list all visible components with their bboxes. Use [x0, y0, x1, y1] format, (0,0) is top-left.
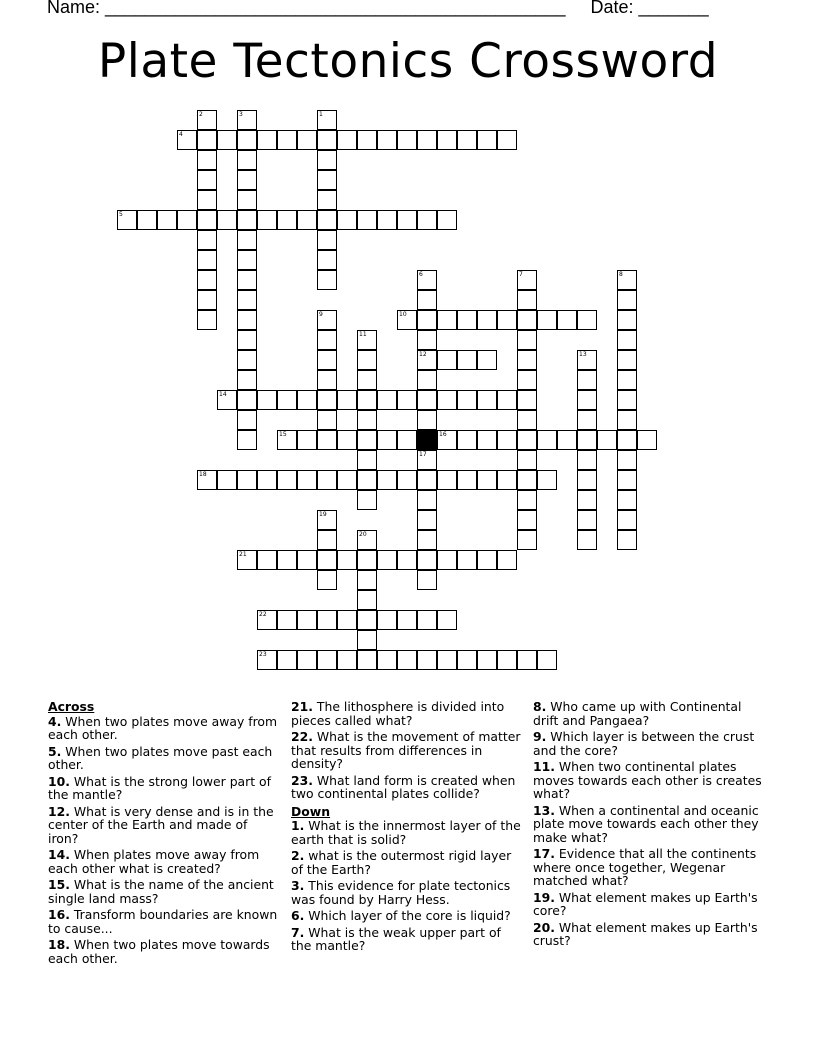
clue-across-10: 10. What is the strong lower part of the mantle?	[48, 773, 271, 802]
grid-cell[interactable]	[237, 190, 257, 210]
grid-cell[interactable]	[417, 570, 437, 590]
grid-cell[interactable]	[417, 390, 437, 410]
clue-across-4: 4. When two plates move away from each other.	[48, 713, 278, 742]
grid-cell[interactable]	[637, 430, 657, 450]
clue-down-11: 11. When two continental plates moves towards each other is creates what?	[533, 759, 762, 801]
grid-cell[interactable]	[257, 130, 277, 150]
grid-cell[interactable]	[257, 210, 277, 230]
clue-number: 20	[359, 531, 367, 538]
grid-cell[interactable]	[617, 470, 637, 490]
grid-cell[interactable]	[617, 350, 637, 370]
grid-cell[interactable]	[357, 590, 377, 610]
down-heading: Down	[291, 803, 331, 819]
grid-cell[interactable]	[357, 550, 377, 570]
grid-cell[interactable]	[617, 510, 637, 530]
grid-cell[interactable]	[377, 470, 397, 490]
clue-across-22: 22. What is the movement of matter that results from differences in density?	[291, 729, 521, 771]
grid-cell[interactable]	[197, 190, 217, 210]
grid-cell[interactable]	[457, 430, 477, 450]
grid-cell[interactable]	[417, 530, 437, 550]
grid-cell[interactable]	[257, 470, 277, 490]
grid-cell[interactable]	[437, 130, 457, 150]
grid-cell[interactable]	[297, 430, 317, 450]
grid-cell[interactable]	[197, 110, 217, 130]
grid-cell[interactable]	[577, 310, 597, 330]
clue-down-19: 19. What element makes up Earth's core?	[533, 889, 758, 918]
grid-cell[interactable]	[357, 450, 377, 470]
grid-cell[interactable]	[597, 430, 617, 450]
grid-cell[interactable]	[197, 150, 217, 170]
grid-cell[interactable]	[497, 470, 517, 490]
across-heading: Across	[48, 699, 95, 714]
grid-cell[interactable]	[317, 330, 337, 350]
grid-cell[interactable]	[297, 390, 317, 410]
grid-cell[interactable]	[317, 190, 337, 210]
grid-cell[interactable]	[377, 210, 397, 230]
grid-cell[interactable]	[377, 610, 397, 630]
grid-cell[interactable]	[397, 550, 417, 570]
grid-cell[interactable]	[517, 290, 537, 310]
clue-number: 3	[239, 111, 243, 118]
grid-cell[interactable]	[417, 410, 437, 430]
clue-number: 11	[359, 331, 367, 338]
grid-cell[interactable]	[517, 330, 537, 350]
grid-cell[interactable]	[617, 310, 637, 330]
clue-down-8: 8. Who came up with Continental drift and Pangaea?	[533, 699, 742, 728]
clue-number: 23	[259, 651, 267, 658]
grid-cell[interactable]	[317, 610, 337, 630]
grid-cell[interactable]	[177, 130, 197, 150]
grid-cell[interactable]	[317, 530, 337, 550]
grid-cell[interactable]	[457, 390, 477, 410]
grid-cell[interactable]	[277, 550, 297, 570]
grid-cell[interactable]	[177, 210, 197, 230]
grid-cell[interactable]	[477, 550, 497, 570]
grid-cell[interactable]	[617, 270, 637, 290]
grid-cell[interactable]	[137, 210, 157, 230]
grid-cell[interactable]	[577, 430, 597, 450]
clue-down-9: 9. Which layer is between the crust and the core?	[533, 729, 755, 758]
grid-cell[interactable]	[337, 650, 357, 670]
grid-cell[interactable]	[517, 350, 537, 370]
grid-cell[interactable]	[417, 310, 437, 330]
clue-number: 13	[579, 351, 587, 358]
clue-number: 9	[319, 311, 323, 318]
grid-cell[interactable]	[317, 390, 337, 410]
grid-cell[interactable]	[457, 130, 477, 150]
grid-cell[interactable]	[617, 490, 637, 510]
black-square	[417, 430, 437, 450]
grid-cell[interactable]	[377, 390, 397, 410]
grid-cell[interactable]	[457, 650, 477, 670]
clue-across-5: 5. When two plates move past each other.	[48, 743, 273, 772]
grid-cell[interactable]	[277, 390, 297, 410]
grid-cell[interactable]	[357, 430, 377, 450]
grid-cell[interactable]	[217, 390, 237, 410]
grid-cell[interactable]	[477, 130, 497, 150]
clue-number: 15	[279, 431, 287, 438]
clue-down-3: 3. This evidence for plate tectonics was found by Harry Hess.	[291, 878, 511, 907]
grid-cell[interactable]	[517, 370, 537, 390]
grid-cell[interactable]	[317, 270, 337, 290]
grid-cell[interactable]	[297, 650, 317, 670]
page-title: Plate Tectonics Crossword	[97, 34, 719, 89]
grid-cell[interactable]	[117, 210, 137, 230]
grid-cell[interactable]	[417, 370, 437, 390]
grid-cell[interactable]	[417, 650, 437, 670]
grid-cell[interactable]	[477, 470, 497, 490]
grid-cell[interactable]	[537, 650, 557, 670]
grid-cell[interactable]	[397, 390, 417, 410]
grid-cell[interactable]	[317, 130, 337, 150]
grid-cell[interactable]	[317, 110, 337, 130]
grid-cell[interactable]	[537, 430, 557, 450]
grid-cell[interactable]	[237, 550, 257, 570]
grid-cell[interactable]	[317, 430, 337, 450]
grid-cell[interactable]	[577, 370, 597, 390]
grid-cell[interactable]	[277, 130, 297, 150]
grid-cell[interactable]	[417, 550, 437, 570]
grid-cell[interactable]	[377, 550, 397, 570]
grid-cell[interactable]	[357, 330, 377, 350]
clues-column-3	[533, 700, 763, 951]
grid-cell[interactable]	[297, 610, 317, 630]
grid-cell[interactable]	[417, 290, 437, 310]
grid-cell[interactable]	[537, 310, 557, 330]
clue-number: 22	[259, 611, 267, 618]
grid-cell[interactable]	[417, 510, 437, 530]
clue-across-21: 21. The lithosphere is divided into pieces called what?	[291, 699, 505, 728]
clue-number: 2	[199, 111, 203, 118]
grid-cell[interactable]	[237, 370, 257, 390]
grid-cell[interactable]	[517, 410, 537, 430]
grid-cell[interactable]	[337, 210, 357, 230]
grid-cell[interactable]	[417, 330, 437, 350]
grid-cell[interactable]	[317, 370, 337, 390]
grid-cell[interactable]	[357, 210, 377, 230]
grid-cell[interactable]	[277, 210, 297, 230]
grid-cell[interactable]	[517, 310, 537, 330]
grid-cell[interactable]	[577, 510, 597, 530]
grid-cell[interactable]	[357, 410, 377, 430]
grid-cell[interactable]	[417, 210, 437, 230]
clue-across-23: 23. What land form is created when two continental plates collide?	[291, 772, 516, 801]
clue-across-15: 15. What is the name of the ancient single land mass?	[48, 877, 274, 906]
grid-cell[interactable]	[417, 470, 437, 490]
grid-cell[interactable]	[417, 490, 437, 510]
grid-cell[interactable]	[237, 390, 257, 410]
clue-down-2: 2. what is the outermost rigid layer of the Earth?	[291, 848, 512, 877]
grid-cell[interactable]	[197, 230, 217, 250]
clue-number: 21	[239, 551, 247, 558]
grid-cell[interactable]	[617, 390, 637, 410]
grid-cell[interactable]	[517, 490, 537, 510]
grid-cell[interactable]	[457, 470, 477, 490]
grid-cell[interactable]	[377, 650, 397, 670]
grid-cell[interactable]	[197, 270, 217, 290]
grid-cell[interactable]	[457, 350, 477, 370]
grid-cell[interactable]	[197, 170, 217, 190]
grid-cell[interactable]	[357, 350, 377, 370]
grid-cell[interactable]	[477, 350, 497, 370]
grid-cell[interactable]	[357, 530, 377, 550]
grid-cell[interactable]	[477, 650, 497, 670]
clue-down-20: 20. What element makes up Earth's crust?	[533, 919, 758, 948]
grid-cell[interactable]	[197, 130, 217, 150]
grid-cell[interactable]	[517, 650, 537, 670]
grid-cell[interactable]	[497, 310, 517, 330]
grid-cell[interactable]	[517, 510, 537, 530]
grid-cell[interactable]	[377, 430, 397, 450]
grid-cell[interactable]	[237, 410, 257, 430]
grid-cell[interactable]	[337, 390, 357, 410]
grid-cell[interactable]	[337, 430, 357, 450]
grid-cell[interactable]	[437, 610, 457, 630]
grid-cell[interactable]	[237, 170, 257, 190]
grid-cell[interactable]	[497, 430, 517, 450]
grid-cell[interactable]	[317, 310, 337, 330]
grid-cell[interactable]	[397, 650, 417, 670]
grid-cell[interactable]	[417, 350, 437, 370]
grid-cell[interactable]	[257, 390, 277, 410]
clue-across-12: 12. What is very dense and is in the center of the Earth and made of iron?	[48, 803, 274, 846]
date-field-label[interactable]: Date: _______	[590, 0, 709, 17]
grid-cell[interactable]	[197, 250, 217, 270]
clue-number: 6	[419, 271, 423, 278]
grid-cell[interactable]	[317, 210, 337, 230]
grid-cell[interactable]	[197, 470, 217, 490]
grid-cell[interactable]	[577, 490, 597, 510]
grid-cell[interactable]	[217, 210, 237, 230]
grid-cell[interactable]	[577, 530, 597, 550]
grid-cell[interactable]	[397, 470, 417, 490]
clue-number: 4	[179, 131, 183, 138]
grid-cell[interactable]	[337, 610, 357, 630]
grid-cell[interactable]	[237, 430, 257, 450]
grid-cell[interactable]	[577, 470, 597, 490]
clue-down-13: 13. When a continental and oceanic plate move towards each other they make what?	[533, 802, 759, 845]
grid-cell[interactable]	[277, 650, 297, 670]
grid-cell[interactable]	[257, 610, 277, 630]
clue-across-16: 16. Transform boundaries are known to cause...	[48, 907, 278, 936]
grid-cell[interactable]	[397, 310, 417, 330]
grid-cell[interactable]	[497, 550, 517, 570]
clue-number: 16	[439, 431, 447, 438]
grid-cell[interactable]	[457, 550, 477, 570]
grid-cell[interactable]	[337, 470, 357, 490]
grid-cell[interactable]	[297, 210, 317, 230]
grid-cell[interactable]	[417, 450, 437, 470]
grid-cell[interactable]	[437, 350, 457, 370]
grid-cell[interactable]	[457, 310, 477, 330]
grid-cell[interactable]	[497, 650, 517, 670]
grid-cell[interactable]	[237, 130, 257, 150]
grid-cell[interactable]	[397, 130, 417, 150]
clue-across-18: 18. When two plates move towards each other.	[48, 937, 270, 966]
grid-cell[interactable]	[437, 390, 457, 410]
grid-cell[interactable]	[617, 290, 637, 310]
grid-cell[interactable]	[437, 310, 457, 330]
grid-cell[interactable]	[217, 130, 237, 150]
clues-column-1	[48, 700, 278, 968]
grid-cell[interactable]	[517, 450, 537, 470]
grid-cell[interactable]	[237, 110, 257, 130]
grid-cell[interactable]	[517, 470, 537, 490]
grid-cell[interactable]	[237, 470, 257, 490]
clue-number: 10	[399, 311, 407, 318]
grid-cell[interactable]	[197, 310, 217, 330]
clue-number: 18	[199, 471, 207, 478]
grid-cell[interactable]	[617, 450, 637, 470]
grid-cell[interactable]	[237, 150, 257, 170]
clue-across-14: 14. When plates move away from each other what is created?	[48, 847, 260, 876]
grid-cell[interactable]	[237, 210, 257, 230]
grid-cell[interactable]	[317, 150, 337, 170]
grid-cell[interactable]	[157, 210, 177, 230]
grid-cell[interactable]	[317, 410, 337, 430]
grid-cell[interactable]	[277, 470, 297, 490]
grid-cell[interactable]	[397, 610, 417, 630]
grid-cell[interactable]	[297, 470, 317, 490]
grid-cell[interactable]	[577, 450, 597, 470]
clue-number: 1	[319, 111, 323, 118]
clue-down-6: 6. Which layer of the core is liquid?	[291, 908, 511, 923]
grid-cell[interactable]	[437, 470, 457, 490]
grid-cell[interactable]	[197, 290, 217, 310]
grid-cell[interactable]	[477, 390, 497, 410]
grid-cell[interactable]	[297, 130, 317, 150]
grid-cell[interactable]	[357, 630, 377, 650]
grid-cell[interactable]	[317, 650, 337, 670]
grid-cell[interactable]	[417, 270, 437, 290]
grid-cell[interactable]	[317, 470, 337, 490]
clue-number: 8	[619, 271, 623, 278]
grid-cell[interactable]	[297, 550, 317, 570]
grid-cell[interactable]	[237, 350, 257, 370]
grid-cell[interactable]	[617, 430, 637, 450]
grid-cell[interactable]	[517, 530, 537, 550]
clue-number: 5	[119, 211, 123, 218]
grid-cell[interactable]	[277, 430, 297, 450]
grid-cell[interactable]	[437, 430, 457, 450]
grid-cell[interactable]	[357, 650, 377, 670]
grid-cell[interactable]	[517, 270, 537, 290]
name-field-label[interactable]: Name: ______________________________________________	[47, 0, 566, 17]
grid-cell[interactable]	[237, 250, 257, 270]
grid-cell[interactable]	[357, 470, 377, 490]
grid-cell[interactable]	[477, 310, 497, 330]
clue-down-7: 7. What is the weak upper part of the mantle?	[291, 924, 501, 953]
grid-cell[interactable]	[517, 430, 537, 450]
grid-cell[interactable]	[397, 430, 417, 450]
grid-cell[interactable]	[437, 210, 457, 230]
grid-cell[interactable]	[477, 430, 497, 450]
grid-cell[interactable]	[617, 530, 637, 550]
grid-cell[interactable]	[377, 130, 397, 150]
grid-cell[interactable]	[437, 550, 457, 570]
grid-cell[interactable]	[317, 170, 337, 190]
grid-cell[interactable]	[317, 230, 337, 250]
grid-cell[interactable]	[317, 350, 337, 370]
grid-cell[interactable]	[617, 410, 637, 430]
grid-cell[interactable]	[217, 470, 237, 490]
grid-cell[interactable]	[437, 650, 457, 670]
grid-cell[interactable]	[337, 130, 357, 150]
grid-cell[interactable]	[577, 390, 597, 410]
grid-cell[interactable]	[577, 350, 597, 370]
grid-cell[interactable]	[237, 330, 257, 350]
grid-cell[interactable]	[577, 410, 597, 430]
grid-cell[interactable]	[497, 390, 517, 410]
grid-cell[interactable]	[557, 310, 577, 330]
grid-cell[interactable]	[357, 490, 377, 510]
grid-cell[interactable]	[417, 130, 437, 150]
grid-cell[interactable]	[237, 230, 257, 250]
grid-cell[interactable]	[357, 610, 377, 630]
clue-number: 19	[319, 511, 327, 518]
clue-number: 7	[519, 271, 523, 278]
clue-down-1: 1. What is the innermost layer of the earth that is solid?	[291, 818, 521, 847]
clue-number: 14	[219, 391, 227, 398]
grid-cell[interactable]	[237, 290, 257, 310]
grid-cell[interactable]	[357, 390, 377, 410]
grid-cell[interactable]	[317, 510, 337, 530]
grid-cell[interactable]	[237, 310, 257, 330]
grid-cell[interactable]	[617, 370, 637, 390]
grid-cell[interactable]	[277, 610, 297, 630]
grid-cell[interactable]	[197, 210, 217, 230]
grid-cell[interactable]	[357, 130, 377, 150]
grid-cell[interactable]	[357, 570, 377, 590]
grid-cell[interactable]	[417, 610, 437, 630]
clue-number: 17	[419, 451, 427, 458]
grid-cell[interactable]	[617, 330, 637, 350]
grid-cell[interactable]	[317, 250, 337, 270]
grid-cell[interactable]	[397, 210, 417, 230]
grid-cell[interactable]	[337, 550, 357, 570]
grid-cell[interactable]	[557, 430, 577, 450]
grid-cell[interactable]	[537, 470, 557, 490]
clue-number: 12	[419, 351, 427, 358]
grid-cell[interactable]	[317, 550, 337, 570]
grid-cell[interactable]	[317, 570, 337, 590]
grid-cell[interactable]	[257, 550, 277, 570]
grid-cell[interactable]	[497, 130, 517, 150]
grid-cell[interactable]	[517, 390, 537, 410]
clue-down-17: 17. Evidence that all the continents where once together, Wegenar matched what?	[533, 846, 757, 888]
grid-cell[interactable]	[257, 650, 277, 670]
grid-cell[interactable]	[357, 370, 377, 390]
grid-cell[interactable]	[237, 270, 257, 290]
clues-column-2	[291, 700, 523, 956]
